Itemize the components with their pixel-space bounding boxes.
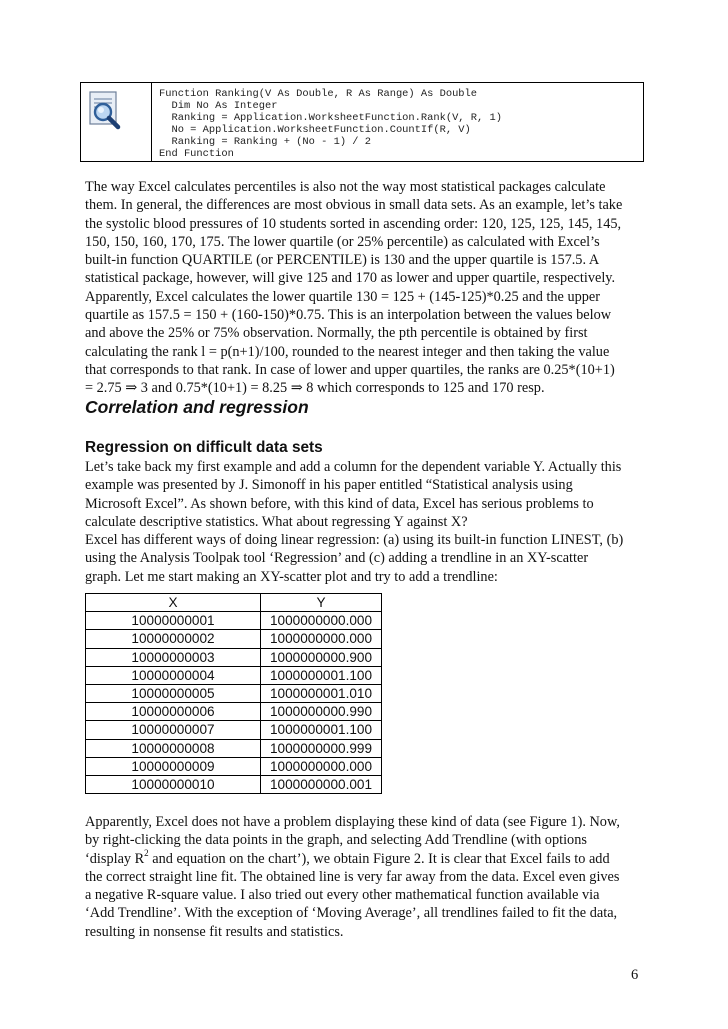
regression-intro-paragraph xyxy=(85,458,650,586)
text-line: Excel has different ways of doing linear regression: (a) using its built-in function LINEST, (b) xyxy=(85,532,624,549)
text-line: by right-clicking the data points in the graph, and selecting Add Trendline (with options xyxy=(85,832,587,849)
text-line: Microsoft Excel”. As shown before, with this kind of data, Excel has serious problems to xyxy=(85,495,594,512)
table-row xyxy=(86,739,382,757)
cell-y: 1000000000.000 xyxy=(261,757,382,775)
table-row xyxy=(86,775,382,793)
code-line: No = Application.WorksheetFunction.CountIf(R, V) xyxy=(159,124,471,137)
text-line: calculating the rank l = p(n+1)/100, rounded to the nearest integer and then taking the value xyxy=(85,343,610,360)
text-line: quartile as 157.5 = 150 + (160-150)*0.75. This is an interpolation between the values below xyxy=(85,307,612,324)
text-line: that corresponds to that rank. In case of lower and upper quartiles, the ranks are 0.25*(10+1) xyxy=(85,361,615,378)
cell-y: 1000000000.999 xyxy=(261,739,382,757)
text-line: and above the 25% or 75% observation. Normally, the pth percentile is obtained by first xyxy=(85,325,588,342)
column-header-x: X xyxy=(86,594,261,612)
text-line: resulting in nonsense fit results and statistics. xyxy=(85,923,344,940)
cell-x: 10000000001 xyxy=(86,612,261,630)
cell-y: 1000000000.001 xyxy=(261,775,382,793)
cell-x: 10000000007 xyxy=(86,721,261,739)
cell-y: 1000000000.000 xyxy=(261,630,382,648)
text-line: them. In general, the differences are most obvious in small data sets. As an example, let’s take xyxy=(85,197,623,214)
cell-y: 1000000000.990 xyxy=(261,703,382,721)
cell-y: 1000000001.100 xyxy=(261,666,382,684)
code-line: End Function xyxy=(159,148,234,161)
cell-x: 10000000008 xyxy=(86,739,261,757)
table-row xyxy=(86,703,382,721)
text-line: 150, 150, 160, 170, 175. The lower quartile (or 25% percentile) as calculated with Excel’s xyxy=(85,233,600,250)
table-row xyxy=(86,630,382,648)
subsection-heading: Regression on difficult data sets xyxy=(85,439,323,456)
cell-x: 10000000006 xyxy=(86,703,261,721)
text-line xyxy=(85,847,650,868)
text-line: using the Analysis Toolpak tool ‘Regression’ and (c) adding a trendline in an XY-scatter xyxy=(85,550,589,567)
cell-y: 1000000000.000 xyxy=(261,612,382,630)
text-fragment: and equation on the chart’), we obtain Figure 2. It is clear that Excel fails to add xyxy=(148,850,610,867)
text-line: the correct straight line fit. The obtained line is very far away from the data. Excel even gives xyxy=(85,868,620,885)
vba-code xyxy=(159,88,502,161)
text-line: built-in function QUARTILE (or PERCENTILE) is 130 and the upper quartile is 157.5. A xyxy=(85,252,600,269)
cell-y: 1000000000.900 xyxy=(261,648,382,666)
code-box xyxy=(80,82,644,162)
table-row xyxy=(86,757,382,775)
text-line: calculate descriptive statistics. What about regressing Y against X? xyxy=(85,513,468,530)
table-row xyxy=(86,721,382,739)
section-heading: Correlation and regression xyxy=(85,397,309,417)
table-row xyxy=(86,666,382,684)
cell-x: 10000000003 xyxy=(86,648,261,666)
table-row xyxy=(86,684,382,702)
text-line: example was presented by J. Simonoff in his paper entitled “Statistical analysis using xyxy=(85,477,573,494)
text-line: the systolic blood pressures of 10 students sorted in ascending order: 120, 125, 125, 145, 145, xyxy=(85,215,622,232)
cell-x: 10000000004 xyxy=(86,666,261,684)
magnifier-document-icon xyxy=(87,90,127,130)
text-line: statistical package, however, will give 125 and 170 as lower and upper quartile, respectively. xyxy=(85,270,616,287)
text-line: ‘Add Trendline’. With the exception of ‘Moving Average’, all trendlines failed to fit the data, xyxy=(85,905,618,922)
table-row xyxy=(86,612,382,630)
cell-x: 10000000002 xyxy=(86,630,261,648)
cell-x: 10000000005 xyxy=(86,684,261,702)
text-line: Apparently, Excel does not have a problem displaying these kind of data (see Figure 1). Now, xyxy=(85,814,620,830)
superscript: 2 xyxy=(144,847,149,858)
trendline-paragraph xyxy=(85,813,650,941)
icon-cell xyxy=(81,83,152,161)
cell-x: 10000000010 xyxy=(86,775,261,793)
percentile-paragraph xyxy=(85,178,650,398)
column-header-y: Y xyxy=(261,594,382,612)
text-line: The way Excel calculates percentiles is also not the way most statistical packages calculate xyxy=(85,179,606,195)
page-number: 6 xyxy=(631,967,639,983)
code-line: Ranking = Application.WorksheetFunction.Rank(V, R, 1) xyxy=(159,112,502,125)
text-line: a negative R-square value. I also tried out every other mathematical function available via xyxy=(85,887,600,904)
text-line: = 2.75 ⇒ 3 and 0.75*(10+1) = 8.25 ⇒ 8 which corresponds to 125 and 170 resp. xyxy=(85,380,545,397)
text-line: Apparently, Excel calculates the lower quartile 130 = 125 + (145-125)*0.25 and the upper xyxy=(85,288,601,305)
code-line: Function Ranking(V As Double, R As Range) As Double xyxy=(159,88,478,100)
xy-data-table xyxy=(85,593,382,794)
code-line: Ranking = Ranking + (No - 1) / 2 xyxy=(159,136,372,149)
cell-y: 1000000001.100 xyxy=(261,721,382,739)
cell-x: 10000000009 xyxy=(86,757,261,775)
text-line: Let’s take back my first example and add a column for the dependent variable Y. Actually this xyxy=(85,459,622,475)
table-row xyxy=(86,648,382,666)
text-fragment: ‘display R xyxy=(85,850,145,867)
table-header-row xyxy=(86,594,382,612)
code-line: Dim No As Integer xyxy=(159,100,278,113)
cell-y: 1000000001.010 xyxy=(261,684,382,702)
text-line: graph. Let me start making an XY-scatter plot and try to add a trendline: xyxy=(85,568,498,585)
